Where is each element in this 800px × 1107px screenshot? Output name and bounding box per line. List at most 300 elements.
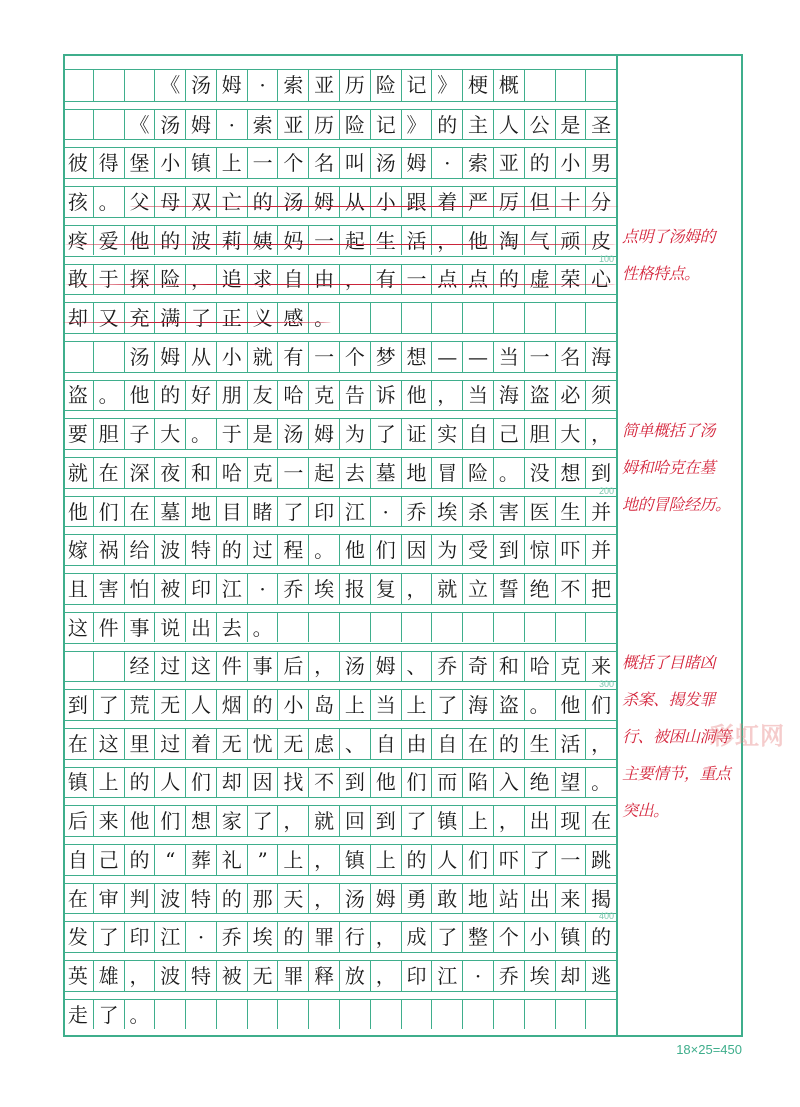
grid-cell: 人 bbox=[431, 845, 462, 875]
grid-cell: 害 bbox=[93, 574, 124, 604]
grid-cell: 英 bbox=[67, 963, 88, 988]
grid-cell bbox=[277, 1000, 308, 1030]
grid-cell: ， bbox=[370, 961, 401, 991]
grid-cell: 大 bbox=[154, 419, 185, 449]
red-underline bbox=[128, 206, 620, 207]
grid-cell: 分 bbox=[585, 187, 616, 217]
grid-cell: 记 bbox=[401, 70, 432, 101]
grid-cell: ， bbox=[308, 652, 339, 682]
row-cells bbox=[63, 728, 616, 759]
grid-cell: 自 bbox=[370, 729, 401, 759]
grid-cell: 在 bbox=[462, 729, 493, 759]
grid-cell: 生 bbox=[370, 226, 401, 256]
grid-cell: 镇 bbox=[555, 922, 586, 952]
grid-cell: 印 bbox=[185, 574, 216, 604]
grid-cell: 了 bbox=[524, 845, 555, 875]
grid-cell: 盗 bbox=[67, 383, 88, 408]
row-cells bbox=[63, 109, 616, 140]
grid-cell: 特 bbox=[185, 535, 216, 565]
row-cells bbox=[63, 651, 616, 682]
grid-cell: 地 bbox=[185, 497, 216, 527]
grid-cell: 历 bbox=[308, 110, 339, 140]
grid-cell: ， bbox=[585, 729, 616, 759]
grid-cell: 烟 bbox=[216, 690, 247, 720]
grid-cell: 盗 bbox=[524, 381, 555, 411]
grid-cell: 在 bbox=[67, 886, 88, 911]
grid-cell: 从 bbox=[339, 187, 370, 217]
grid-cell: 找 bbox=[277, 768, 308, 798]
grid-cell: 嫁 bbox=[67, 538, 88, 563]
grid-cell: 人 bbox=[154, 768, 185, 798]
grid-cell: 正 bbox=[216, 303, 247, 333]
grid-cell: 一 bbox=[524, 342, 555, 372]
grid-cell: 过 bbox=[154, 652, 185, 682]
row-cells bbox=[63, 186, 616, 217]
grid-cell: 就 bbox=[67, 460, 88, 485]
text-row bbox=[63, 991, 616, 1030]
grid-cell: · bbox=[247, 70, 278, 101]
grid-cell: 汤 bbox=[277, 187, 308, 217]
grid-cell: 他 bbox=[124, 381, 155, 411]
grid-cell: 起 bbox=[308, 458, 339, 488]
grid-cell bbox=[585, 1000, 616, 1030]
grid-cell: 诉 bbox=[370, 381, 401, 411]
grid-cell: 一 bbox=[401, 265, 432, 295]
grid-cell: 后 bbox=[277, 652, 308, 682]
grid-cell: 无 bbox=[247, 961, 278, 991]
grid-cell: 事 bbox=[247, 652, 278, 682]
grid-cell bbox=[370, 303, 401, 333]
grid-cell: 们 bbox=[370, 535, 401, 565]
grid-cell: 得 bbox=[93, 148, 124, 178]
text-row bbox=[63, 178, 616, 217]
grid-cell: 过 bbox=[247, 535, 278, 565]
grid-cell: 的 bbox=[154, 381, 185, 411]
grid-cell: 江 bbox=[339, 497, 370, 527]
grid-cell: 活 bbox=[401, 226, 432, 256]
grid-cell: 冒 bbox=[431, 458, 462, 488]
grid-cell: 哈 bbox=[216, 458, 247, 488]
grid-cell: 子 bbox=[124, 419, 155, 449]
grid-cell: 无 bbox=[216, 729, 247, 759]
margin-note-1 bbox=[622, 218, 742, 292]
grid-cell: 梦 bbox=[370, 342, 401, 372]
text-row bbox=[63, 952, 616, 991]
grid-cell: 亡 bbox=[216, 187, 247, 217]
grid-cell bbox=[401, 1000, 432, 1030]
grid-cell: 不 bbox=[555, 574, 586, 604]
grid-cell bbox=[462, 1000, 493, 1030]
grid-cell: 虚 bbox=[524, 265, 555, 295]
row-cells bbox=[63, 418, 616, 449]
grid-cell: 大 bbox=[555, 419, 586, 449]
grid-cell: 。 bbox=[493, 458, 524, 488]
grid-cell: 圣 bbox=[585, 110, 616, 140]
grid-cell: 公 bbox=[524, 110, 555, 140]
grid-cell: 岛 bbox=[308, 690, 339, 720]
grid-cell bbox=[524, 1000, 555, 1030]
grid-cell: 险 bbox=[154, 265, 185, 295]
grid-cell: 怕 bbox=[124, 574, 155, 604]
grid-cell: 那 bbox=[247, 884, 278, 914]
note-line: 行、被困山洞等 bbox=[622, 727, 731, 746]
grid-cell: 因 bbox=[247, 768, 278, 798]
grid-cell: ， bbox=[277, 806, 308, 836]
grid-cell: 点 bbox=[431, 265, 462, 295]
text-row bbox=[63, 449, 616, 488]
text-row bbox=[63, 565, 616, 604]
grid-cell: 在 bbox=[585, 806, 616, 836]
note-line: 姆和哈克在墓 bbox=[622, 458, 716, 477]
grid-cell: 站 bbox=[493, 884, 524, 914]
grid-cell: 的 bbox=[524, 148, 555, 178]
grid-cell: ， bbox=[585, 419, 616, 449]
grid-cell: 小 bbox=[277, 690, 308, 720]
grid-cell: 探 bbox=[124, 265, 155, 295]
text-row bbox=[63, 485, 616, 527]
red-underline bbox=[63, 244, 618, 245]
grid-cell: · bbox=[431, 148, 462, 178]
grid-cell: 》 bbox=[401, 110, 432, 140]
grid-cell: 海 bbox=[462, 690, 493, 720]
grid-cell: 他 bbox=[555, 690, 586, 720]
grid-cell: 程 bbox=[277, 535, 308, 565]
grid-size-footer: 18×25=450 bbox=[676, 1042, 742, 1057]
grid-cell: 、 bbox=[401, 652, 432, 682]
grid-cell: · bbox=[216, 110, 247, 140]
grid-cell: 实 bbox=[431, 419, 462, 449]
grid-cell: 目 bbox=[216, 497, 247, 527]
grid-cell: 小 bbox=[524, 922, 555, 952]
grid-cell: 的 bbox=[124, 845, 155, 875]
text-row bbox=[63, 759, 616, 798]
grid-cell: · bbox=[185, 922, 216, 952]
grid-cell: 名 bbox=[555, 342, 586, 372]
grid-cell: 事 bbox=[124, 613, 155, 643]
grid-cell: 埃 bbox=[308, 574, 339, 604]
grid-cell: 乔 bbox=[277, 574, 308, 604]
grid-cell: 印 bbox=[308, 497, 339, 527]
grid-cell: ， bbox=[185, 265, 216, 295]
grid-cell: 们 bbox=[401, 768, 432, 798]
grid-cell: 起 bbox=[339, 226, 370, 256]
grid-cell: 把 bbox=[585, 574, 616, 604]
grid-cell: 生 bbox=[524, 729, 555, 759]
grid-cell: 名 bbox=[308, 148, 339, 178]
grid-cell: ， bbox=[308, 845, 339, 875]
grid-cell: 梗 bbox=[462, 70, 493, 101]
note-line: 杀案、揭发罪 bbox=[622, 690, 716, 709]
row-cells bbox=[63, 534, 616, 565]
row-cells bbox=[63, 69, 616, 101]
grid-cell: 到 bbox=[370, 806, 401, 836]
grid-cell: · bbox=[247, 574, 278, 604]
grid-cell: 们 bbox=[185, 768, 216, 798]
grid-cell: 他 bbox=[462, 226, 493, 256]
grid-cell: 特 bbox=[185, 884, 216, 914]
word-count-mark: 400 bbox=[598, 911, 614, 922]
grid-cell: 陷 bbox=[462, 768, 493, 798]
grid-cell: 。 bbox=[585, 768, 616, 798]
row-cells bbox=[63, 689, 616, 720]
grid-cell: 一 bbox=[555, 845, 586, 875]
grid-cell: 。 bbox=[185, 419, 216, 449]
row-cells bbox=[63, 573, 616, 604]
grid-cell: 乔 bbox=[431, 652, 462, 682]
grid-cell: 释 bbox=[308, 961, 339, 991]
grid-cell: 了 bbox=[93, 690, 124, 720]
grid-cell: 放 bbox=[339, 961, 370, 991]
grid-cell: 须 bbox=[585, 381, 616, 411]
grid-cell: ， bbox=[339, 265, 370, 295]
grid-cell: 到 bbox=[67, 693, 88, 718]
grid-cell: 去 bbox=[339, 458, 370, 488]
grid-cell: 件 bbox=[216, 652, 247, 682]
grid-cell: 》 bbox=[431, 70, 462, 101]
grid-cell: 的 bbox=[401, 845, 432, 875]
grid-cell: 家 bbox=[216, 806, 247, 836]
grid-cell: 敢 bbox=[431, 884, 462, 914]
grid-cell: 男 bbox=[585, 148, 616, 178]
grid-cell bbox=[339, 1000, 370, 1030]
grid-cell: 地 bbox=[462, 884, 493, 914]
grid-cell: 姆 bbox=[308, 419, 339, 449]
grid-cell: 跟 bbox=[401, 187, 432, 217]
grid-cell: ， bbox=[124, 961, 155, 991]
grid-cell: 吓 bbox=[493, 845, 524, 875]
grid-cell: 这 bbox=[93, 729, 124, 759]
grid-cell: 克 bbox=[247, 458, 278, 488]
grid-cell: 且 bbox=[67, 576, 88, 601]
grid-cell: 了 bbox=[401, 806, 432, 836]
grid-cell: ， bbox=[431, 226, 462, 256]
text-row bbox=[63, 643, 616, 682]
grid-cell: 想 bbox=[185, 806, 216, 836]
grid-cell: 小 bbox=[555, 148, 586, 178]
grid-cell: 波 bbox=[154, 535, 185, 565]
grid-cell: 被 bbox=[216, 961, 247, 991]
row-cells bbox=[63, 457, 616, 488]
grid-cell bbox=[462, 303, 493, 333]
grid-cell: 因 bbox=[401, 535, 432, 565]
grid-cell: 揭 bbox=[585, 884, 616, 914]
grid-cell: 无 bbox=[154, 690, 185, 720]
grid-cell: 亚 bbox=[308, 70, 339, 101]
grid-cell: 证 bbox=[401, 419, 432, 449]
grid-cell: 索 bbox=[277, 70, 308, 101]
grid-cell: 自 bbox=[67, 847, 88, 872]
grid-cell: 有 bbox=[277, 342, 308, 372]
grid-cell: “ bbox=[154, 845, 185, 875]
grid-cell: 历 bbox=[339, 70, 370, 101]
grid-cell: 在 bbox=[67, 731, 88, 756]
grid-cell bbox=[93, 110, 124, 140]
grid-cell bbox=[431, 1000, 462, 1030]
grid-cell: 跳 bbox=[585, 845, 616, 875]
grid-cell bbox=[493, 1000, 524, 1030]
grid-cell: 个 bbox=[277, 148, 308, 178]
grid-cell: 他 bbox=[401, 381, 432, 411]
grid-cell: 亚 bbox=[493, 148, 524, 178]
row-cells bbox=[63, 147, 616, 178]
grid-cell: 印 bbox=[124, 922, 155, 952]
margin-divider bbox=[616, 54, 618, 1037]
grid-cell: 父 bbox=[124, 187, 155, 217]
grid-cell: 汤 bbox=[339, 652, 370, 682]
grid-cell: 誓 bbox=[493, 574, 524, 604]
grid-cell: 姆 bbox=[308, 187, 339, 217]
grid-cell: 却 bbox=[555, 961, 586, 991]
grid-cell: 汤 bbox=[124, 342, 155, 372]
grid-cell: 母 bbox=[154, 187, 185, 217]
grid-cell: ， bbox=[493, 806, 524, 836]
text-row bbox=[63, 797, 616, 836]
title-row bbox=[63, 62, 616, 101]
grid-cell: 皮 bbox=[585, 226, 616, 256]
grid-cell: 十 bbox=[555, 187, 586, 217]
grid-cell: 了 bbox=[247, 806, 278, 836]
grid-cell: 没 bbox=[524, 458, 555, 488]
text-row bbox=[63, 681, 616, 720]
grid-cell: 小 bbox=[216, 342, 247, 372]
grid-cell: 墓 bbox=[370, 458, 401, 488]
grid-cell: 给 bbox=[124, 535, 155, 565]
grid-cell bbox=[93, 70, 124, 101]
grid-cell: 姆 bbox=[370, 652, 401, 682]
grid-cell: — bbox=[431, 342, 462, 372]
grid-cell: 《 bbox=[124, 110, 155, 140]
grid-cell: ， bbox=[308, 884, 339, 914]
grid-cell: 受 bbox=[462, 535, 493, 565]
grid-cell: 葬 bbox=[185, 845, 216, 875]
grid-cell: 来 bbox=[93, 806, 124, 836]
grid-cell: 为 bbox=[431, 535, 462, 565]
text-row bbox=[63, 410, 616, 449]
row-cells bbox=[63, 380, 616, 411]
grid-cell: 生 bbox=[555, 497, 586, 527]
row-cells bbox=[63, 999, 616, 1030]
grid-cell: 祸 bbox=[93, 535, 124, 565]
grid-cell: 害 bbox=[493, 497, 524, 527]
grid-cell: 和 bbox=[493, 652, 524, 682]
grid-cell: 的 bbox=[493, 729, 524, 759]
grid-cell: 克 bbox=[555, 652, 586, 682]
grid-cell: 的 bbox=[154, 226, 185, 256]
note-line: 点明了汤姆的 bbox=[622, 227, 716, 246]
grid-cell: 个 bbox=[493, 922, 524, 952]
grid-cell: 一 bbox=[247, 148, 278, 178]
grid-cell: 就 bbox=[247, 342, 278, 372]
grid-cell bbox=[93, 652, 124, 682]
grid-cell bbox=[524, 303, 555, 333]
grid-cell: 的 bbox=[277, 922, 308, 952]
grid-cell: 。 bbox=[247, 613, 278, 643]
grid-cell: 要 bbox=[67, 422, 88, 447]
grid-cell: 立 bbox=[462, 574, 493, 604]
grid-cell: 由 bbox=[308, 265, 339, 295]
watermark: 彩虹网 bbox=[710, 722, 785, 750]
grid-cell: 了 bbox=[93, 922, 124, 952]
grid-cell: 孩 bbox=[67, 189, 88, 214]
grid-cell: 镇 bbox=[339, 845, 370, 875]
grid-cell: 姆 bbox=[370, 884, 401, 914]
grid-cell: 虑 bbox=[308, 729, 339, 759]
note-line: 简单概括了汤 bbox=[622, 421, 716, 440]
grid-cell: 姆 bbox=[401, 148, 432, 178]
red-underline bbox=[63, 284, 618, 285]
grid-cell: ， bbox=[370, 922, 401, 952]
grid-cell: 却 bbox=[216, 768, 247, 798]
grid-cell: 险 bbox=[462, 458, 493, 488]
grid-cell: 了 bbox=[431, 922, 462, 952]
grid-cell: 去 bbox=[216, 613, 247, 643]
grid-cell: 由 bbox=[401, 729, 432, 759]
text-row bbox=[63, 836, 616, 875]
grid-cell: 着 bbox=[185, 729, 216, 759]
text-row bbox=[63, 101, 616, 140]
grid-cell: 江 bbox=[216, 574, 247, 604]
grid-cell: 经 bbox=[124, 652, 155, 682]
grid-cell: 乔 bbox=[216, 922, 247, 952]
row-cells bbox=[63, 302, 616, 333]
grid-cell: 人 bbox=[185, 690, 216, 720]
grid-cell bbox=[555, 1000, 586, 1030]
grid-cell: 们 bbox=[462, 845, 493, 875]
grid-cell: 亚 bbox=[277, 110, 308, 140]
grid-cell: 到 bbox=[585, 458, 616, 488]
grid-cell: 双 bbox=[185, 187, 216, 217]
grid-cell: 出 bbox=[524, 884, 555, 914]
grid-cell: 当 bbox=[462, 381, 493, 411]
grid-cell: 波 bbox=[185, 226, 216, 256]
grid-cell: 睹 bbox=[247, 497, 278, 527]
grid-cell bbox=[555, 70, 586, 101]
grid-cell: 活 bbox=[555, 729, 586, 759]
row-cells bbox=[63, 225, 616, 256]
grid-cell: 们 bbox=[585, 690, 616, 720]
grid-cell: 埃 bbox=[524, 961, 555, 991]
grid-cell: 深 bbox=[124, 458, 155, 488]
grid-cell: 疼 bbox=[67, 228, 88, 253]
grid-cell: 自 bbox=[277, 265, 308, 295]
grid-cell: 上 bbox=[216, 148, 247, 178]
grid-cell: 荒 bbox=[124, 690, 155, 720]
grid-cell: 件 bbox=[93, 613, 124, 643]
grid-cell bbox=[462, 613, 493, 643]
grid-cell: 说 bbox=[154, 613, 185, 643]
grid-cell: 友 bbox=[247, 381, 278, 411]
grid-cell: 了 bbox=[277, 497, 308, 527]
grid-cell: 们 bbox=[93, 497, 124, 527]
grid-cell: 江 bbox=[154, 922, 185, 952]
grid-cell: 一 bbox=[308, 342, 339, 372]
margin-note-2 bbox=[622, 412, 742, 523]
grid-cell: 报 bbox=[339, 574, 370, 604]
grid-cell: ， bbox=[431, 381, 462, 411]
grid-cell: 记 bbox=[370, 110, 401, 140]
grid-cell: 不 bbox=[308, 768, 339, 798]
grid-cell: 妈 bbox=[277, 226, 308, 256]
note-line: 主要情节，重点 bbox=[622, 764, 731, 783]
grid-cell: 。 bbox=[308, 303, 339, 333]
grid-cell: 姆 bbox=[216, 70, 247, 101]
grid-cell: 心 bbox=[585, 265, 616, 295]
grid-cell: 他 bbox=[124, 226, 155, 256]
grid-cell: 而 bbox=[431, 768, 462, 798]
grid-cell: 哈 bbox=[524, 652, 555, 682]
grid-cell: 整 bbox=[462, 922, 493, 952]
row-cells bbox=[63, 844, 616, 875]
